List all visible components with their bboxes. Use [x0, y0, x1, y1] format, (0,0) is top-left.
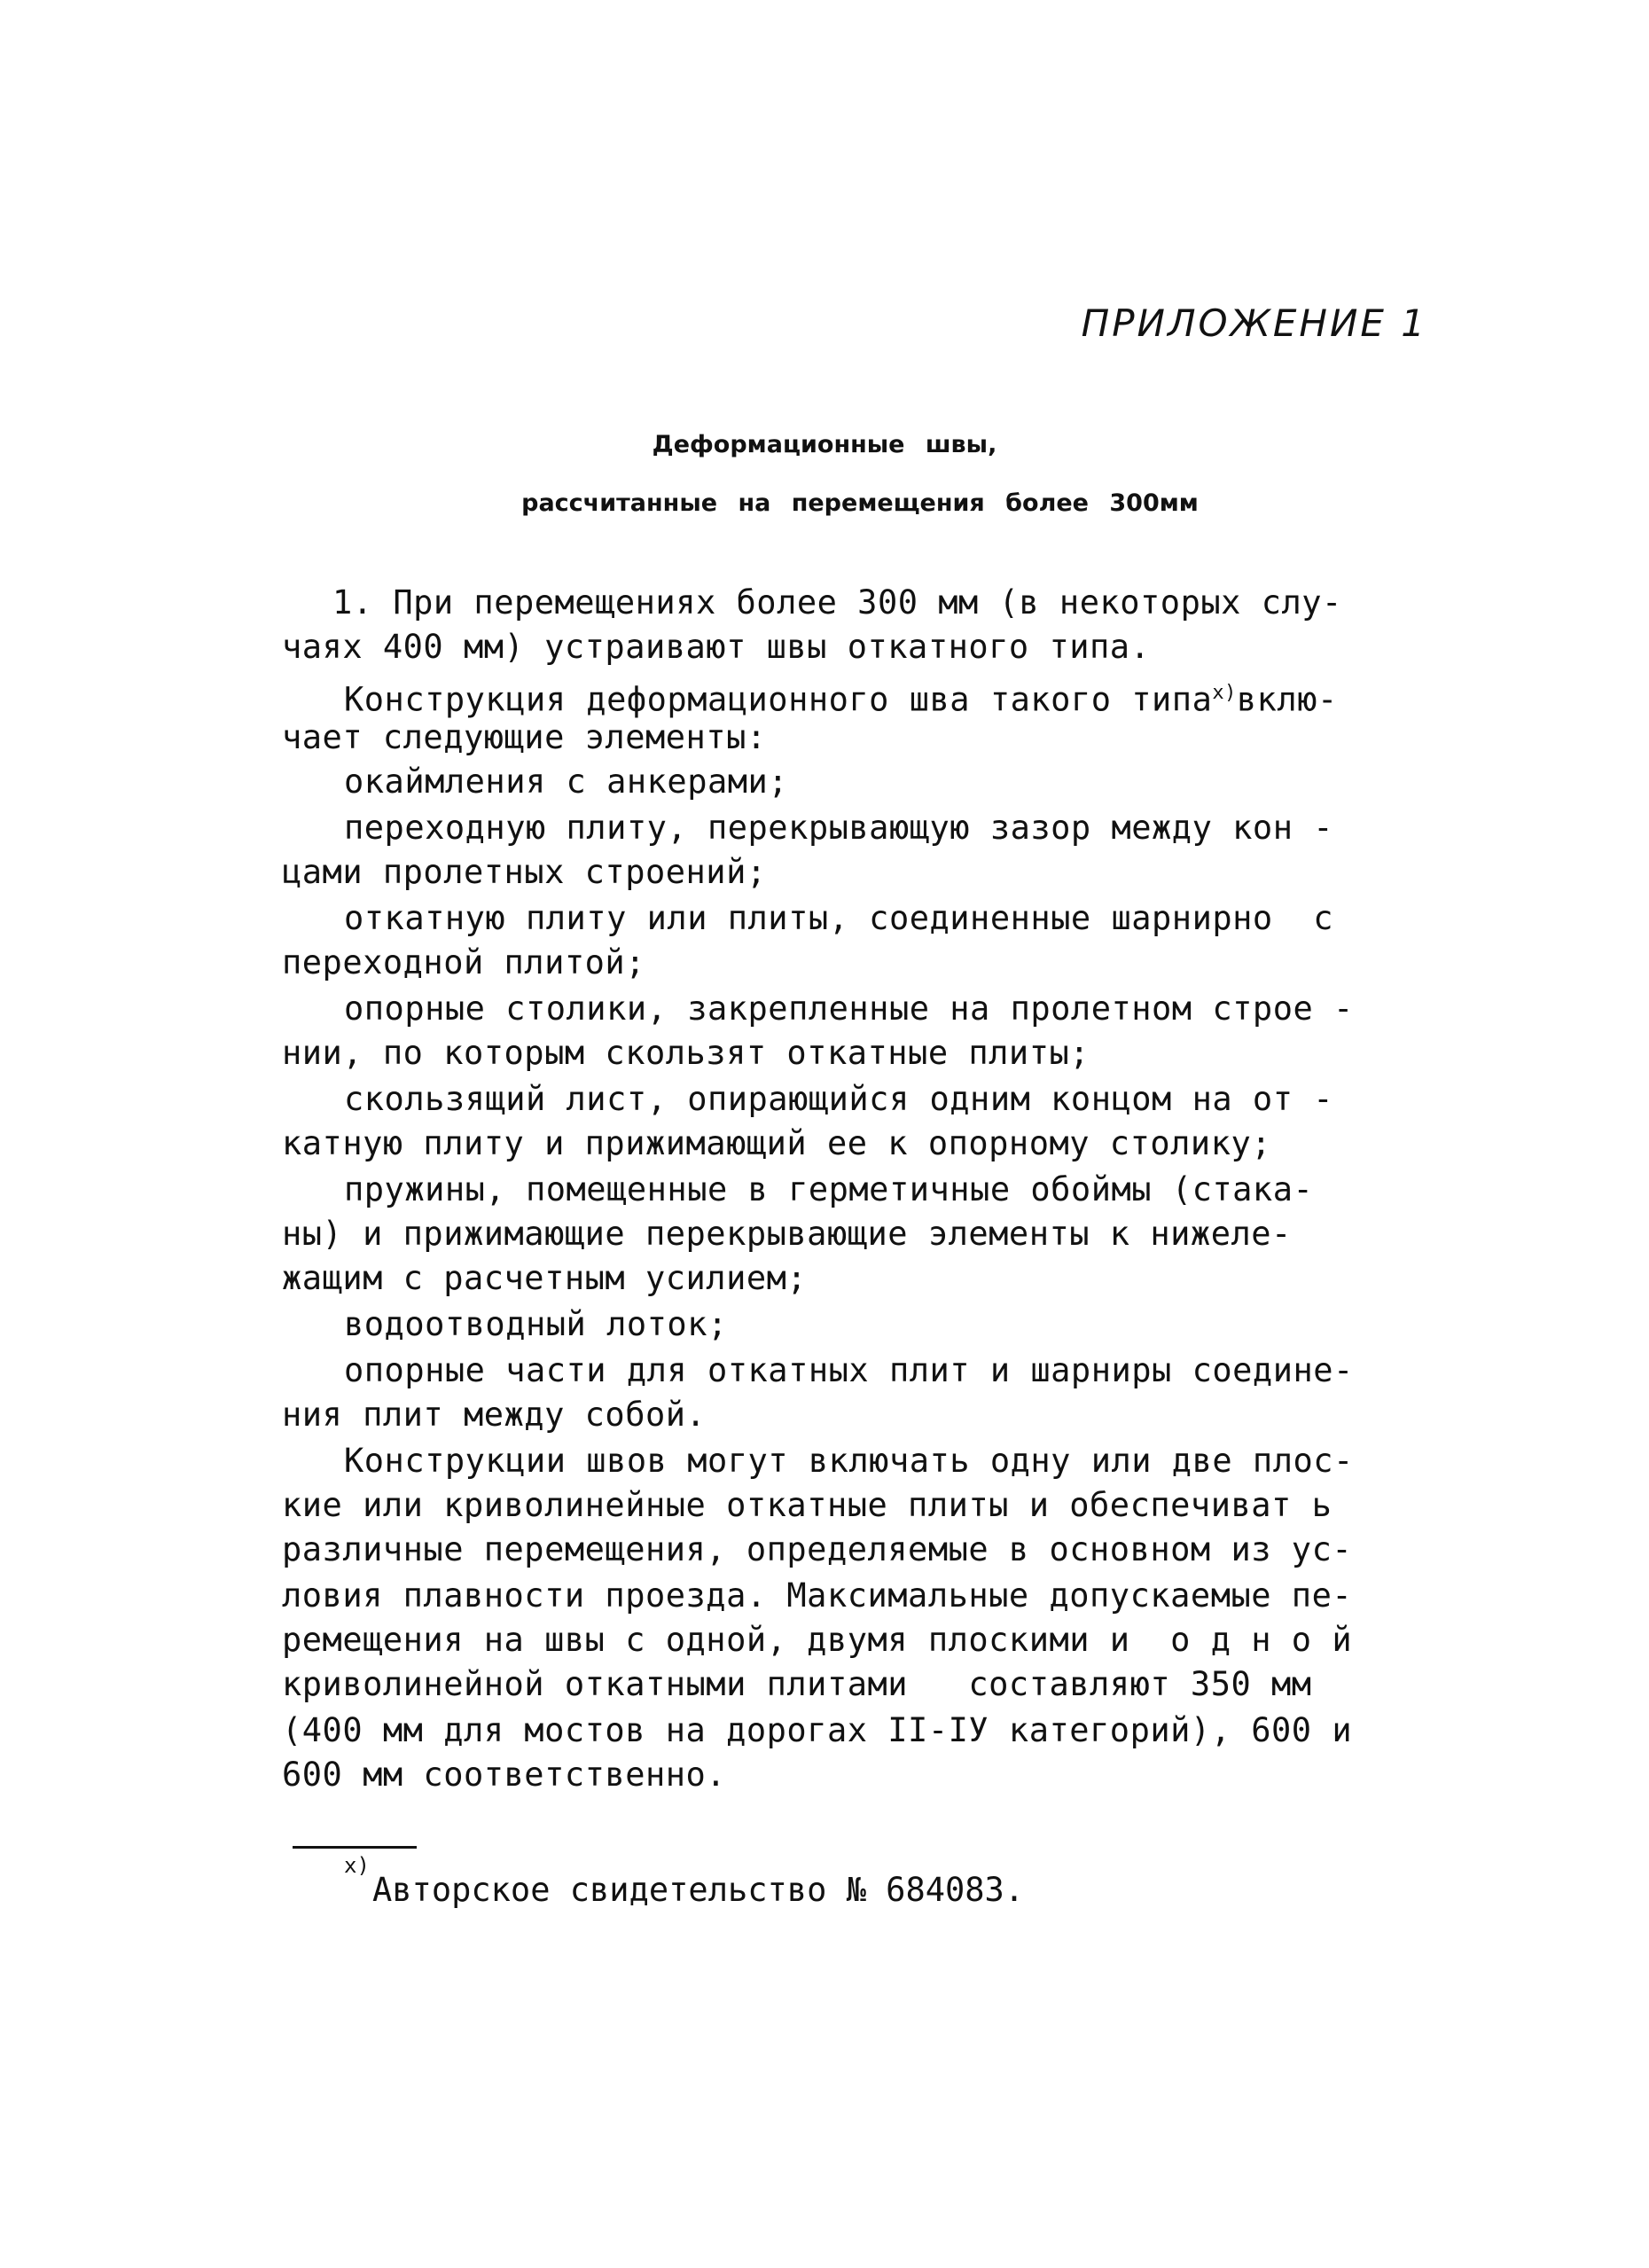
- body-line: ремещения на швы с одной, двумя плоскими и о д н о й: [282, 1621, 1353, 1659]
- body-line: жащим с расчетным усилием;: [282, 1259, 808, 1297]
- body-text: вклю-: [1236, 680, 1338, 719]
- body-line: (400 мм для мостов на дорогах II-IУ категорий), 600 и: [282, 1711, 1353, 1749]
- body-line: опорные столики, закрепленные на пролетном строе -: [344, 989, 1354, 1028]
- body-line: скользящий лист, опирающийся одним концом на от -: [344, 1080, 1334, 1118]
- body-line: откатную плиту или плиты, соединенные шарнирно с: [344, 899, 1334, 937]
- footnote-text: Авторское свидетельство № 684083.: [372, 1871, 1025, 1909]
- body-line: криволинейной откатными плитами составляют 350 мм: [282, 1665, 1312, 1703]
- body-line: кие или криволинейные откатные плиты и обеспечиват ь: [282, 1486, 1332, 1524]
- body-line: различные перемещения, определяемые в основном из ус-: [282, 1530, 1353, 1568]
- footnote-marker: x): [344, 1853, 370, 1878]
- appendix-heading: ПРИЛОЖЕНИЕ 1: [1081, 301, 1427, 345]
- body-line: окаймления с анкерами;: [344, 763, 789, 801]
- body-line: пружины, помещенные в герметичные обоймы (стака-: [344, 1170, 1314, 1208]
- body-line: ны) и прижимающие перекрывающие элементы к нижеле-: [282, 1215, 1292, 1253]
- body-line: переходной плитой;: [282, 943, 645, 981]
- body-line: чаях 400 мм) устраивают швы откатного типа.: [282, 628, 1151, 666]
- body-line: водоотводный лоток;: [344, 1305, 728, 1343]
- body-line: [344, 676, 1338, 717]
- body-line: переходную плиту, перекрывающую зазор между кон -: [344, 809, 1334, 847]
- body-line: ловия плавности проезда. Максимальные допускаемые пе-: [282, 1576, 1353, 1615]
- footnote-divider: [293, 1846, 417, 1849]
- body-line: 1. При перемещениях более 300 мм (в некоторых слу-: [332, 583, 1342, 622]
- body-line: 600 мм соответственно.: [282, 1756, 727, 1794]
- body-line: цами пролетных строений;: [282, 853, 767, 891]
- footnote-reference: x): [1212, 682, 1237, 704]
- body-line: катную плиту и прижимающий ее к опорному столику;: [282, 1124, 1272, 1162]
- body-line: нии, по которым скользят откатные плиты;: [282, 1034, 1090, 1072]
- body-line: ния плит между собой.: [282, 1396, 707, 1434]
- body-line: опорные части для откатных плит и шарниры соедине-: [344, 1351, 1354, 1389]
- body-text: Конструкция деформационного шва такого типа: [344, 680, 1213, 719]
- section-title-line-2: рассчитанные на перемещения более 300мм: [521, 489, 1199, 517]
- body-line: Конструкции швов могут включать одну или две плос-: [344, 1442, 1354, 1480]
- body-line: чает следующие элементы:: [282, 718, 767, 756]
- section-title-line-1: Деформационные швы,: [652, 431, 997, 458]
